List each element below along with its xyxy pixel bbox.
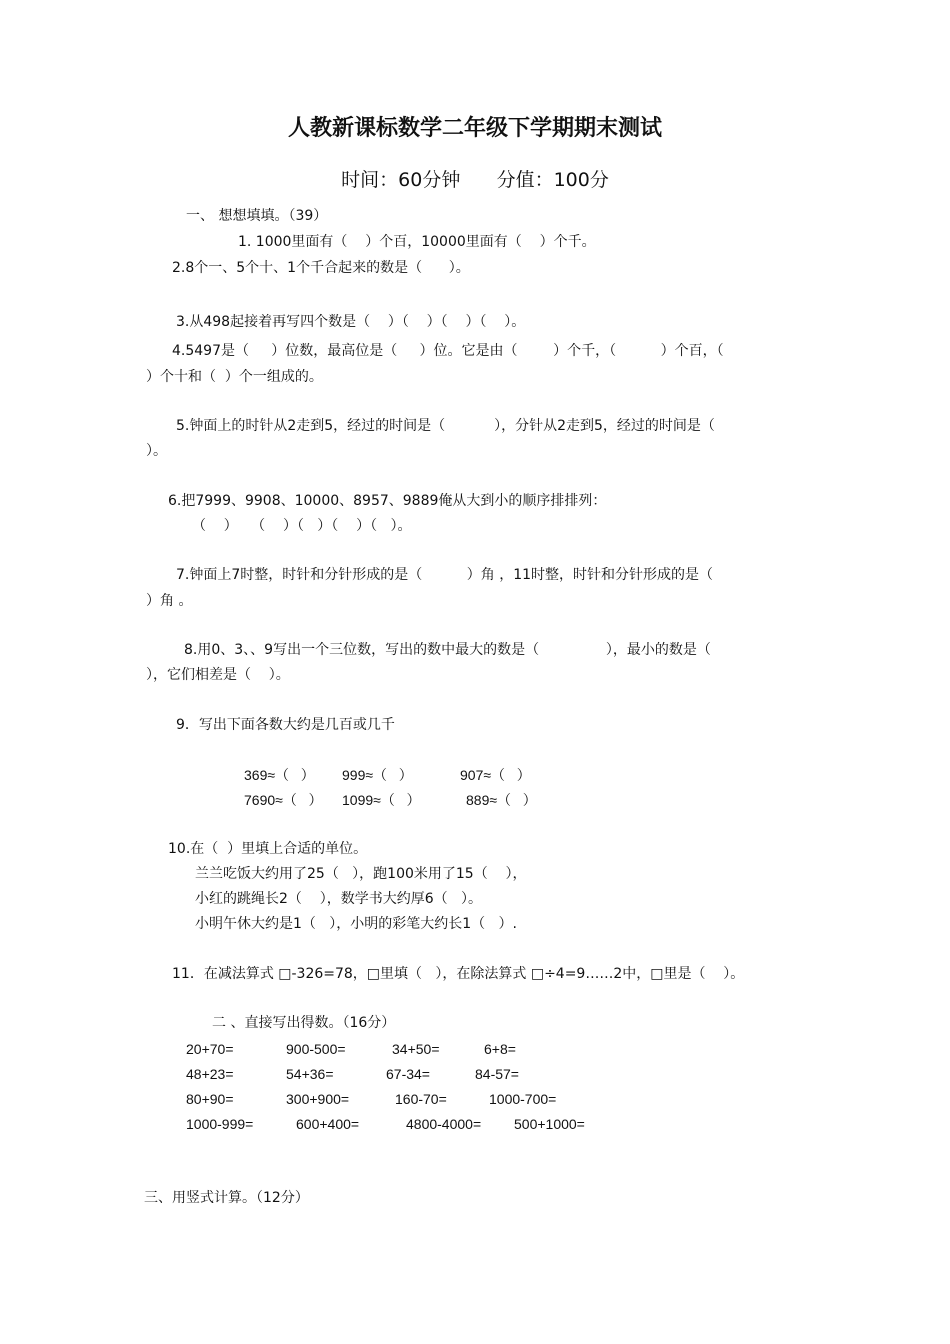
estimate-item: 1099≈（ ） [342, 792, 421, 808]
question-1: 1. 1000里面有（ ）个百，10000里面有（ ）个千。 [238, 234, 596, 250]
arithmetic-item: 34+50= [392, 1041, 440, 1057]
question-10: 10.在（ ）里填上合适的单位。 [168, 841, 368, 857]
question-4-line1: 4.5497是（ ）位数，最高位是（ ）位。它是由（ ）个千，（ ）个百，（ [172, 343, 724, 359]
arithmetic-item: 20+70= [186, 1041, 234, 1057]
section3-heading: 三、用竖式计算。（12分） [144, 1190, 309, 1206]
arithmetic-item: 54+36= [286, 1066, 334, 1082]
section2-heading: 二 、直接写出得数。（16分） [212, 1015, 396, 1031]
estimate-item: 7690≈（ ） [244, 792, 323, 808]
arithmetic-item: 300+900= [286, 1091, 350, 1107]
exam-time-and-score: 时间：60分钟 分值：100分 [341, 169, 609, 191]
arithmetic-item: 160-70= [395, 1091, 447, 1107]
question-7-line2: ）角 。 [146, 593, 193, 609]
arithmetic-item: 4800-4000= [406, 1116, 482, 1132]
arithmetic-item: 1000-999= [186, 1116, 254, 1132]
question-3: 3.从498起接着再写四个数是（ ）（ ）（ ）（ ）。 [176, 314, 526, 330]
question-8-line2: ），它们相差是（ ）。 [146, 667, 290, 683]
arithmetic-item: 80+90= [186, 1091, 234, 1107]
question-9: 9．写出下面各数大约是几百或几千 [176, 717, 395, 733]
question-6-line1: 6.把7999、9908、10000、8957、9889俺从大到小的顺序排排列： [168, 493, 607, 509]
arithmetic-item: 84-57= [475, 1066, 519, 1082]
page-title: 人教新课标数学二年级下学期期末测试 [287, 115, 662, 141]
estimate-item: 369≈（ ） [244, 767, 315, 783]
question-11: 11．在减法算式 □-326=78，□里填（ ），在除法算式 □÷4=9……2中，□里是（ ）。 [172, 966, 745, 982]
question-4-line2: ）个十和（ ）个一组成的。 [146, 369, 323, 385]
estimate-item: 999≈（ ） [342, 767, 413, 783]
question-10-line3: 小明午休大约是1（ ），小明的彩笔大约长1（ ）. [195, 916, 517, 932]
question-10-line2: 小红的跳绳长2（ ），数学书大约厚6（ ）。 [195, 891, 482, 907]
estimate-item: 889≈（ ） [466, 792, 537, 808]
question-5-line2: ）。 [146, 443, 167, 459]
question-6-line2: （ ） （ ）（ ）（ ）（ ）。 [192, 518, 412, 534]
arithmetic-item: 67-34= [386, 1066, 430, 1082]
arithmetic-item: 900-500= [286, 1041, 346, 1057]
arithmetic-item: 500+1000= [514, 1116, 585, 1132]
arithmetic-item: 6+8= [484, 1041, 516, 1057]
estimate-item: 907≈（ ） [460, 767, 531, 783]
question-7-line1: 7.钟面上7时整，时针和分针形成的是（ ）角 ，11时整，时针和分针形成的是（ [176, 567, 714, 583]
arithmetic-item: 1000-700= [489, 1091, 557, 1107]
section1-heading: 一、 想想填填。（39） [186, 208, 328, 224]
arithmetic-item: 600+400= [296, 1116, 360, 1132]
arithmetic-item: 48+23= [186, 1066, 234, 1082]
question-2: 2.8个一、5个十、1个千合起来的数是（ ）。 [172, 260, 470, 276]
question-5-line1: 5.钟面上的时针从2走到5，经过的时间是（ ），分针从2走到5，经过的时间是（ [176, 418, 715, 434]
question-8-line1: 8.用0、3、、9写出一个三位数，写出的数中最大的数是（ ），最小的数是（ [184, 642, 711, 658]
question-10-line1: 兰兰吃饭大约用了25（ ），跑100米用了15（ ）， [195, 866, 527, 882]
